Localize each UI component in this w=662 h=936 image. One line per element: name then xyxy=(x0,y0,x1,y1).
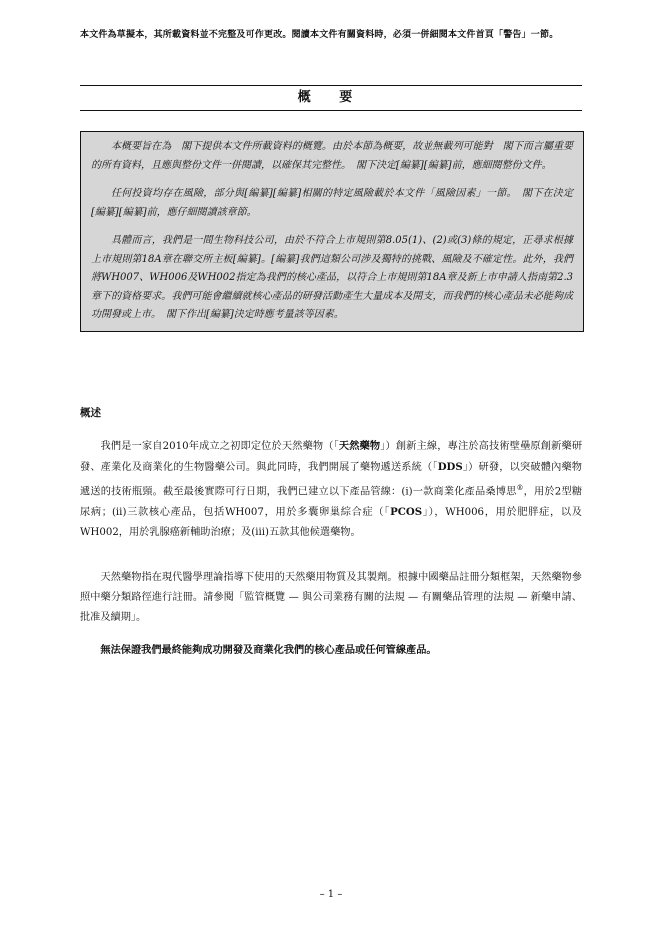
section-title: 概 要 xyxy=(297,90,365,105)
notice-paragraph-3: 具體而言，我們是一間生物科技公司，由於不符合上市規則第8.05(1)、(2)或(3)條的規定，正尋求根據上市規則第18A章在聯交所主板[編纂]。[編纂]我們這類公司涉及獨特的挑戰、風險及不確定性。此外，我們將WH007、WH006及WH002指定為我們的核心產品，以符合上市規則第18A章及新上市申請人指南第2.3章下的資格要求。我們可能會繼續就核心產品的研發活動產生大量成本及開支，而我們的核心產品未必能夠成功開發或上市。 閣下作出[編纂]決定時應考量該等因素。 xyxy=(91,235,573,320)
risk-statement: 無法保證我們最終能夠成功開發及商業化我們的核心產品或任何管線產品。 xyxy=(100,644,437,656)
defined-term-dds: DDS xyxy=(437,461,463,473)
defined-term-pcos: PCOS xyxy=(390,506,423,519)
overview-paragraph-1: 我們是一家自2010年成立之初即定位於天然藥物（「天然藥物」）創新主線，專注於高技術壁壘原創新藥研發、產業化及商業化的生物醫藥公司。與此同時，我們開展了藥物遞送系統（「DDS」）研發，以突破體內藥物遞送的技術瓶頸。截至最後實際可行日期，我們已建立以下產品管線：(i)一款商業化產品桑博思®，用於2型糖尿病；(ii)三款核心產品，包括WH007，用於多囊卵巢綜合症（「PCOS」），WH006，用於肥胖症，以及WH002，用於乳腺癌新輔助治療；及(iii)五款其他候選藥物。 xyxy=(80,440,583,539)
title-rule-top xyxy=(80,85,582,86)
title-rule-bottom xyxy=(80,110,582,111)
overview-paragraph-2: 天然藥物指在現代醫學理論指導下使用的天然藥用物質及其製劑。根據中國藥品註冊分類框架，天然藥物參照中藥分類路徑進行註冊。請參閱「監管概覽 — 與公司業務有關的法規 — 有關藥品管理的法規 — 新藥申請、批准及續期」。 xyxy=(80,572,582,623)
page-number: – 1 – xyxy=(319,889,343,900)
summary-notice-box xyxy=(80,131,584,332)
defined-term-natural-medicine: 天然藥物 xyxy=(338,440,381,452)
notice-paragraph-2: 任何投資均存在風險，部分與[編纂][編纂]相關的特定風險載於本文件「風險因素」一節。 閣下在決定[編纂][編纂]前，應仔細閱讀該章節。 xyxy=(91,188,573,218)
notice-paragraph-1: 本概要旨在為 閣下提供本文件所載資料的概覽。由於本節為概要，故並無載列可能對 閣下而言屬重要的所有資料，且應與整份文件一併閱讀，以確保其完整性。 閣下決定[編纂][編纂]前，應細閱整份文件。 xyxy=(91,141,573,171)
draft-warning-header: 本文件為草擬本，其所載資料並不完整及可作更改。閱讀本文件有關資料時，必須一併細閱本文件首頁「警告」一節。 xyxy=(80,30,559,40)
overview-heading: 概述 xyxy=(80,407,101,419)
registered-mark: ® xyxy=(516,484,524,492)
